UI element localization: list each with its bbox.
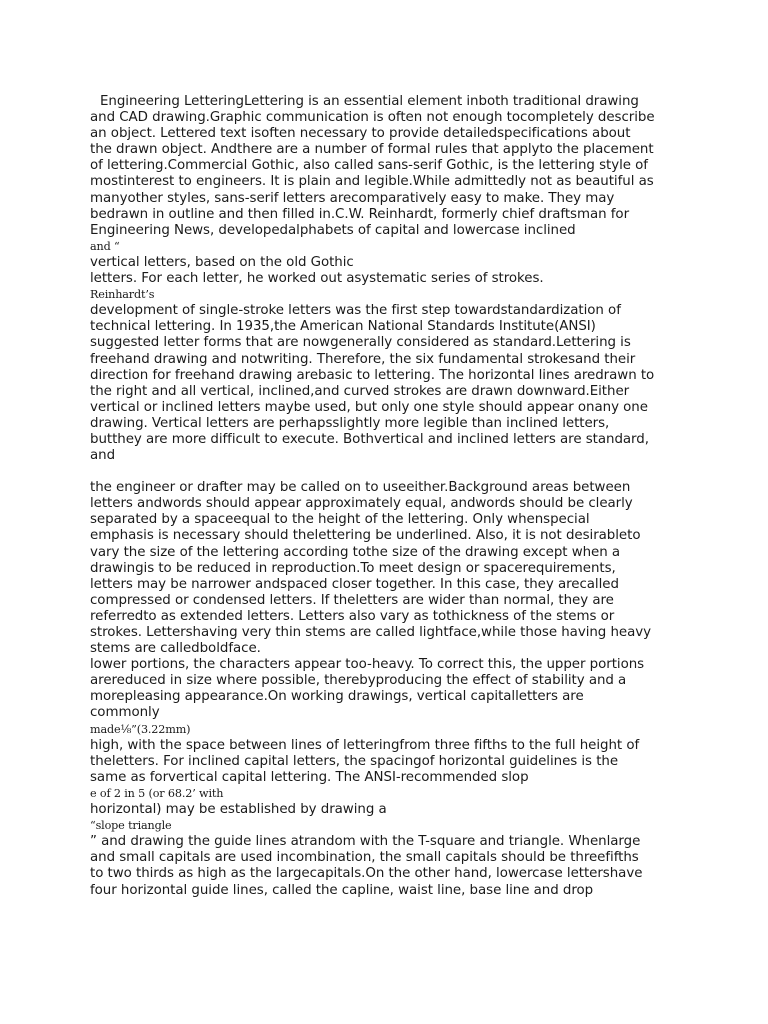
text-line: bedrawn in outline and then filled in.C.W. Reinhardt, formerly chief draftsman for <box>90 206 630 222</box>
text-line: ” and drawing the guide lines atrandom with the T-square and triangle. Whenlarge <box>90 834 641 850</box>
text-line-serif: e of 2 in 5 (or 68.2’ with <box>90 786 224 800</box>
text-line-serif: made⅛”(3.22mm) <box>90 722 191 736</box>
document-page <box>90 94 690 899</box>
text-line: and CAD drawing.Graphic communication is often not enough tocompletely describe <box>90 110 655 126</box>
text-line: drawing. Vertical letters are perhapsslightly more legible than inclined letters, <box>90 415 610 431</box>
text-line: manyother styles, sans-serif letters arecomparatively easy to make. They may <box>90 190 615 206</box>
text-line: compressed or condensed letters. If theletters are wider than normal, they are <box>90 592 614 608</box>
text-line: lower portions, the characters appear too-heavy. To correct this, the upper portions <box>90 657 645 673</box>
text-line: mostinterest to engineers. It is plain and legible.While admittedly not as beautiful as <box>90 174 654 190</box>
text-line: emphasis is necessary should thelettering be underlined. Also, it is not desirableto <box>90 528 641 544</box>
text-line-serif: “slope triangle <box>90 819 172 833</box>
text-line: horizontal) may be established by drawing a <box>90 802 387 818</box>
text-line: separated by a spaceequal to the height of the lettering. Only whenspecial <box>90 512 590 528</box>
text-line: vertical letters, based on the old Gothic <box>90 254 354 270</box>
text-line: theletters. For inclined capital letters, the spacingof horizontal guidelines is the <box>90 753 619 769</box>
text-line: development of single-stroke letters was the first step towardstandardization of <box>90 303 621 319</box>
text-line: vertical or inclined letters maybe used, but only one style should appear onany one <box>90 399 648 415</box>
text-line: strokes. Lettershaving very thin stems are called lightface,while those having heavy <box>90 625 651 640</box>
text-line: letters andwords should appear approximately equal, andwords should be clearly <box>90 496 633 512</box>
text-line-serif: and “ <box>90 239 120 253</box>
text-line: the drawn object. Andthere are a number of formal rules that applyto the placement <box>90 142 654 158</box>
text-line: same as forvertical capital lettering. The ANSI-recommended slop <box>90 769 529 785</box>
text-line: butthey are more difficult to execute. Bothvertical and inclined letters are standard, <box>90 431 649 447</box>
text-line: high, with the space between lines of letteringfrom three fifths to the full height of <box>90 737 640 753</box>
text-line: technical lettering. In 1935,the American National Standards Institute(ANSI) <box>90 319 596 335</box>
text-line: four horizontal guide lines, called the capline, waist line, base line and drop <box>90 882 594 898</box>
text-line: commonly <box>90 705 160 721</box>
text-line: drawingis to be reduced in reproduction.To meet design or spacerequirements, <box>90 560 616 576</box>
text-line: freehand drawing and notwriting. Therefore, the six fundamental strokesand their <box>90 351 636 367</box>
text-line-serif: Reinhardt’s <box>90 288 155 302</box>
text-line: of lettering.Commercial Gothic, also called sans-serif Gothic, is the lettering style of <box>90 158 648 174</box>
text-line: and <box>90 448 116 464</box>
text-line: stems are calledboldface. <box>90 641 261 657</box>
text-line: letters may be narrower andspaced closer together. In this case, they arecalled <box>90 576 619 592</box>
text-line: an object. Lettered text isoften necessary to provide detailedspecifications about <box>90 126 631 142</box>
text-line: the engineer or drafter may be called on to useeither.Background areas between <box>90 480 631 496</box>
text-line: suggested letter forms that are nowgenerally considered as standard.Lettering is <box>90 335 631 351</box>
text-line: arereduced in size where possible, therebyproducing the effect of stability and a <box>90 673 627 689</box>
blank-line <box>90 464 690 480</box>
text-line: and small capitals are used incombination, the small capitals should be threefifths <box>90 850 639 866</box>
text-line: vary the size of the lettering according tothe size of the drawing except when a <box>90 544 621 560</box>
text-line: letters. For each letter, he worked out asystematic series of strokes. <box>90 271 544 287</box>
text-line: Engineering LetteringLettering is an essential element inboth traditional drawing <box>100 94 639 109</box>
text-line: the right and all vertical, inclined,and curved strokes are drawn downward.Either <box>90 383 630 399</box>
text-line: direction for freehand drawing arebasic to lettering. The horizontal lines aredrawn to <box>90 367 655 383</box>
text-line: referredto as extended letters. Letters also vary as tothickness of the stems or <box>90 608 615 624</box>
text-line: morepleasing appearance.On working drawings, vertical capitalletters are <box>90 689 584 705</box>
text-line: Engineering News, developedalphabets of capital and lowercase inclined <box>90 222 576 238</box>
text-line: to two thirds as high as the largecapitals.On the other hand, lowercase lettershave <box>90 866 643 882</box>
